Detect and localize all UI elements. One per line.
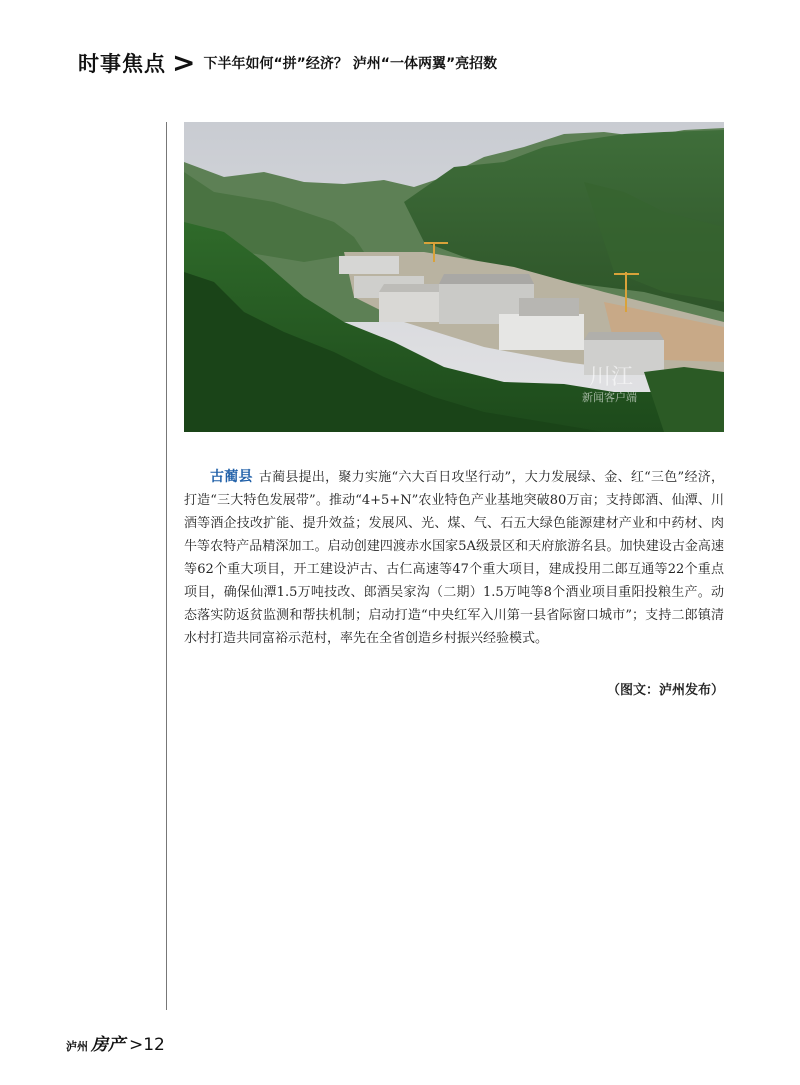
page-footer bbox=[66, 1030, 165, 1055]
watermark-caption: 新闻客户端 bbox=[582, 391, 637, 404]
watermark-logo: 川江 bbox=[589, 365, 634, 390]
county-name: 古蔺县 bbox=[210, 469, 253, 485]
footer-city: 泸州 bbox=[66, 1040, 88, 1053]
page-number: >12 bbox=[129, 1035, 165, 1055]
article-body: 古蔺县提出，聚力实施“六大百日攻坚行动”，大力发展绿、金、红“三色”经济，打造“三大特色发展带”。推动“4+5+N”农业特色产业基地突破80万亩；支持郎酒、仙潭、川酒等酒企技改扩能、提升效益；发展风、光、煤、气、石五大绿色能源建材产业和中药材、肉牛等农特产品精深加工。启动创建四渡赤水国家5A级景区和天府旅游名县。加快建设古金高速等62个重大项目，开工建设泸古、古仁高速等47个重大项目，建成投用二郎互通等22个重点项目，确保仙潭1.5万吨技改、郎酒吴家沟（二期）1.5万吨等8个酒业项目重阳投粮生产。动态落实防返贫监测和帮扶机制；启动打造“中央红军入川第一县省际窗口城市”；支持二郎镇清水村打造共同富裕示范村，率先在全省创造乡村振兴经验模式。 bbox=[184, 470, 725, 646]
vertical-divider bbox=[166, 122, 167, 1010]
page-header bbox=[78, 46, 497, 80]
chevron-right-icon: > bbox=[172, 46, 196, 79]
article-paragraph bbox=[184, 466, 724, 650]
section-title: 时事焦点 bbox=[78, 52, 166, 76]
magazine-name: 房产 bbox=[91, 1035, 125, 1055]
aerial-photo bbox=[184, 122, 724, 432]
photo-text-credit: （图文：泸州发布） bbox=[606, 683, 724, 698]
header-subtitle: 下半年如何“拼”经济？ 泸州“一体两翼”亮招数 bbox=[203, 56, 498, 72]
